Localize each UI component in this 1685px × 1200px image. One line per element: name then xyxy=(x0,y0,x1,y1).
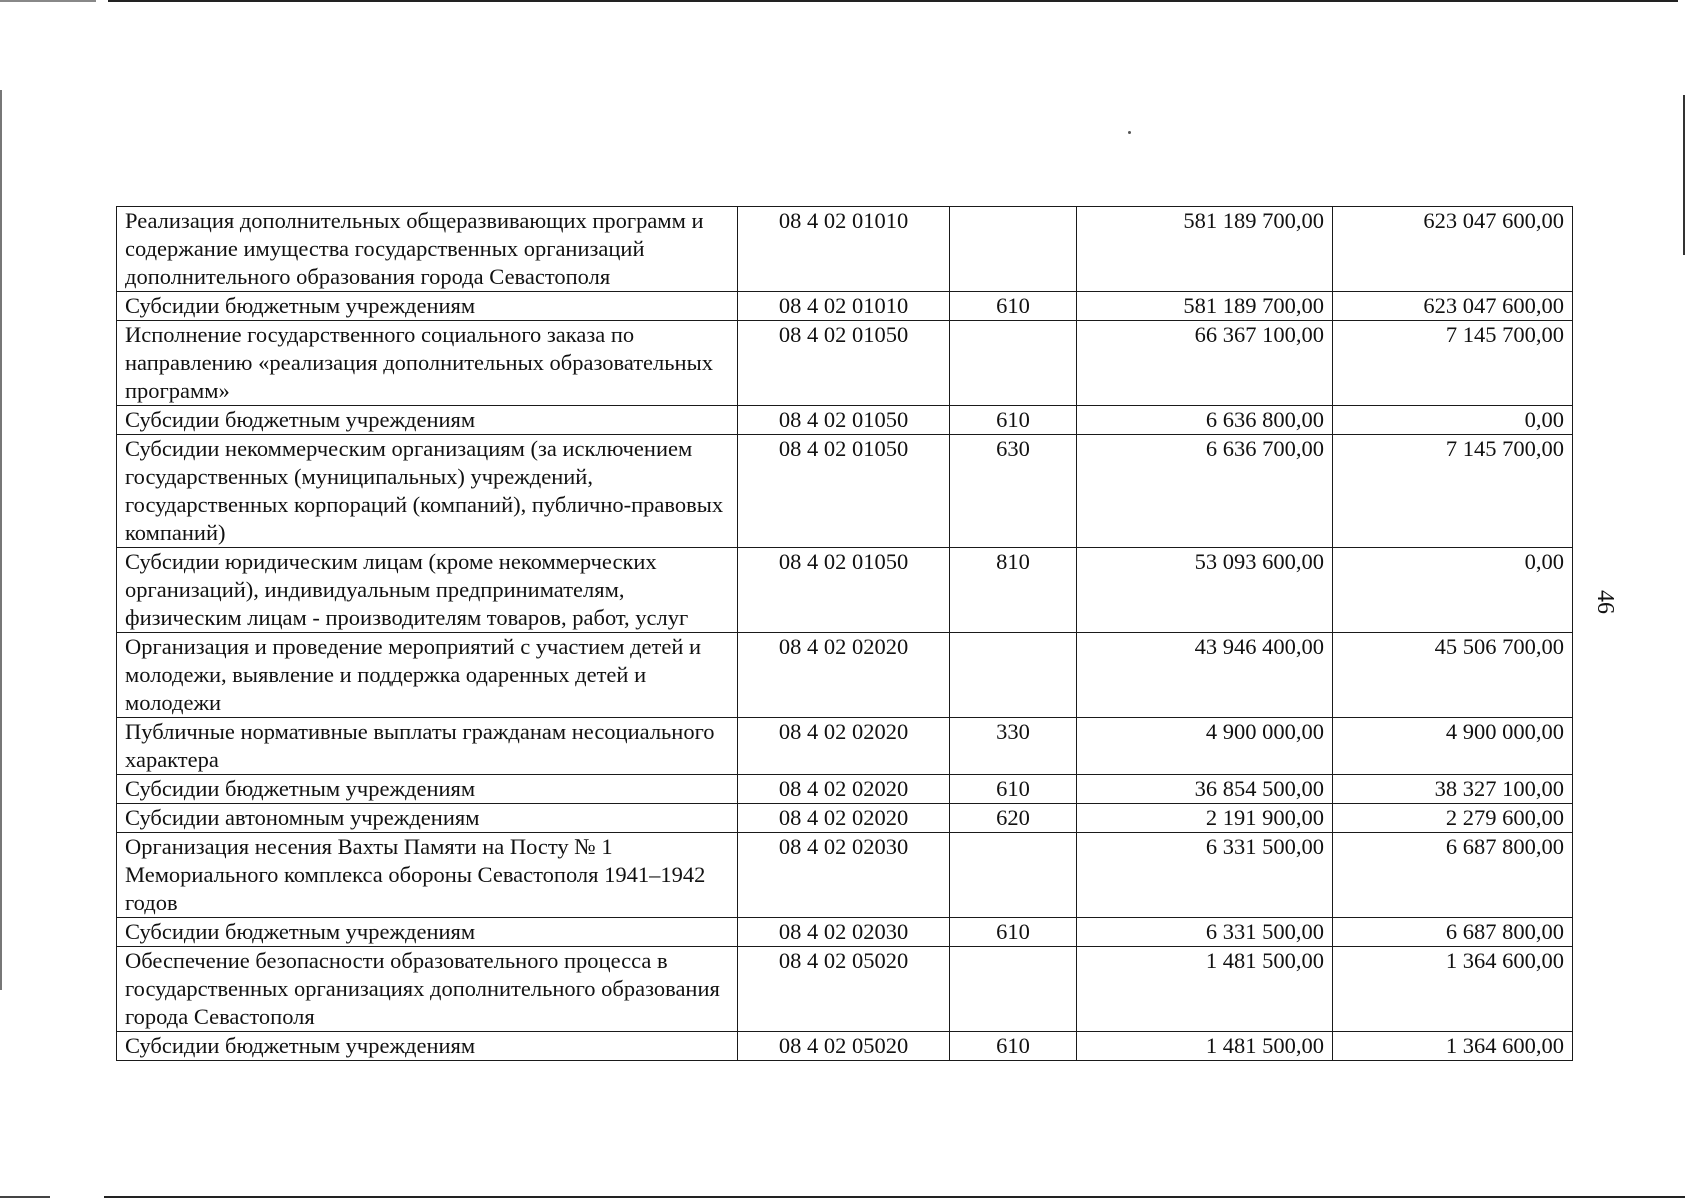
amount-year1-cell: 1 481 500,00 xyxy=(1077,1032,1333,1061)
table-row xyxy=(117,947,1573,1032)
amount-year1-cell: 1 481 500,00 xyxy=(1077,947,1333,1032)
amount-year2-cell: 6 687 800,00 xyxy=(1333,918,1573,947)
expense-name-cell: Организация и проведение мероприятий с участием детей и молодежи, выявление и поддержка одаренных детей и молодежи xyxy=(117,633,738,718)
amount-year2-cell: 0,00 xyxy=(1333,406,1573,435)
amount-year2-cell: 45 506 700,00 xyxy=(1333,633,1573,718)
amount-year2-cell: 6 687 800,00 xyxy=(1333,833,1573,918)
expense-type-cell xyxy=(950,207,1077,292)
expense-type-cell xyxy=(950,833,1077,918)
target-article-cell: 08 4 02 02030 xyxy=(738,833,950,918)
table-row xyxy=(117,435,1573,548)
expense-type-cell: 610 xyxy=(950,1032,1077,1061)
amount-year1-cell: 6 331 500,00 xyxy=(1077,918,1333,947)
amount-year1-cell: 6 331 500,00 xyxy=(1077,833,1333,918)
amount-year1-cell: 581 189 700,00 xyxy=(1077,292,1333,321)
target-article-cell: 08 4 02 02030 xyxy=(738,918,950,947)
scan-edge-bottom xyxy=(104,1196,1685,1198)
target-article-cell: 08 4 02 01050 xyxy=(738,435,950,548)
target-article-cell: 08 4 02 01010 xyxy=(738,207,950,292)
expense-type-cell: 610 xyxy=(950,406,1077,435)
target-article-cell: 08 4 02 05020 xyxy=(738,1032,950,1061)
table-row xyxy=(117,548,1573,633)
table-row xyxy=(117,633,1573,718)
expense-name-cell: Реализация дополнительных общеразвивающих программ и содержание имущества государственных организаций дополнительного образования города Севастополя xyxy=(117,207,738,292)
target-article-cell: 08 4 02 02020 xyxy=(738,718,950,775)
scan-speck xyxy=(1128,131,1131,134)
expense-type-cell xyxy=(950,633,1077,718)
expense-type-cell: 620 xyxy=(950,804,1077,833)
amount-year1-cell: 36 854 500,00 xyxy=(1077,775,1333,804)
table-row xyxy=(117,804,1573,833)
expense-type-cell xyxy=(950,321,1077,406)
amount-year1-cell: 4 900 000,00 xyxy=(1077,718,1333,775)
target-article-cell: 08 4 02 01010 xyxy=(738,292,950,321)
scan-edge-mark xyxy=(0,0,96,2)
amount-year2-cell: 7 145 700,00 xyxy=(1333,435,1573,548)
scan-edge-top xyxy=(108,0,1678,2)
amount-year1-cell: 6 636 800,00 xyxy=(1077,406,1333,435)
table-row xyxy=(117,918,1573,947)
table-row xyxy=(117,833,1573,918)
expense-type-cell: 610 xyxy=(950,918,1077,947)
table-row xyxy=(117,1032,1573,1061)
amount-year1-cell: 581 189 700,00 xyxy=(1077,207,1333,292)
amount-year2-cell: 1 364 600,00 xyxy=(1333,947,1573,1032)
amount-year1-cell: 2 191 900,00 xyxy=(1077,804,1333,833)
target-article-cell: 08 4 02 05020 xyxy=(738,947,950,1032)
expense-name-cell: Субсидии автономным учреждениям xyxy=(117,804,738,833)
expense-type-cell xyxy=(950,947,1077,1032)
amount-year2-cell: 4 900 000,00 xyxy=(1333,718,1573,775)
target-article-cell: 08 4 02 01050 xyxy=(738,321,950,406)
amount-year1-cell: 53 093 600,00 xyxy=(1077,548,1333,633)
expense-name-cell: Субсидии бюджетным учреждениям xyxy=(117,775,738,804)
amount-year2-cell: 0,00 xyxy=(1333,548,1573,633)
amount-year2-cell: 623 047 600,00 xyxy=(1333,207,1573,292)
target-article-cell: 08 4 02 02020 xyxy=(738,633,950,718)
amount-year2-cell: 38 327 100,00 xyxy=(1333,775,1573,804)
table-row xyxy=(117,718,1573,775)
expense-type-cell: 330 xyxy=(950,718,1077,775)
amount-year1-cell: 43 946 400,00 xyxy=(1077,633,1333,718)
table-row xyxy=(117,406,1573,435)
expense-type-cell: 630 xyxy=(950,435,1077,548)
expense-name-cell: Субсидии бюджетным учреждениям xyxy=(117,1032,738,1061)
amount-year2-cell: 7 145 700,00 xyxy=(1333,321,1573,406)
expense-name-cell: Субсидии юридическим лицам (кроме некоммерческих организаций), индивидуальным предпринимателям, физическим лицам - производителям товаров, работ, услуг xyxy=(117,548,738,633)
expense-name-cell: Исполнение государственного социального заказа по направлению «реализация дополнительных образовательных программ» xyxy=(117,321,738,406)
table-row xyxy=(117,207,1573,292)
expense-type-cell: 610 xyxy=(950,292,1077,321)
expense-name-cell: Субсидии бюджетным учреждениям xyxy=(117,918,738,947)
target-article-cell: 08 4 02 02020 xyxy=(738,775,950,804)
expense-name-cell: Субсидии некоммерческим организациям (за исключением государственных (муниципальных) учреждений, государственных корпораций (компаний), публично-правовых компаний) xyxy=(117,435,738,548)
target-article-cell: 08 4 02 01050 xyxy=(738,406,950,435)
expense-name-cell: Публичные нормативные выплаты гражданам несоциального характера xyxy=(117,718,738,775)
scan-edge-mark xyxy=(0,1196,50,1198)
expense-type-cell: 810 xyxy=(950,548,1077,633)
table-row xyxy=(117,775,1573,804)
page-number: 46 xyxy=(1592,590,1618,614)
scan-edge-left xyxy=(0,90,2,990)
expense-name-cell: Обеспечение безопасности образовательного процесса в государственных организациях дополнительного образования города Севастополя xyxy=(117,947,738,1032)
table-row xyxy=(117,292,1573,321)
target-article-cell: 08 4 02 01050 xyxy=(738,548,950,633)
expense-name-cell: Субсидии бюджетным учреждениям xyxy=(117,406,738,435)
amount-year1-cell: 66 367 100,00 xyxy=(1077,321,1333,406)
amount-year2-cell: 1 364 600,00 xyxy=(1333,1032,1573,1061)
budget-table xyxy=(116,206,1573,1061)
expense-type-cell: 610 xyxy=(950,775,1077,804)
amount-year2-cell: 2 279 600,00 xyxy=(1333,804,1573,833)
expense-name-cell: Организация несения Вахты Памяти на Посту № 1 Мемориального комплекса обороны Севастополя 1941–1942 годов xyxy=(117,833,738,918)
amount-year2-cell: 623 047 600,00 xyxy=(1333,292,1573,321)
expense-name-cell: Субсидии бюджетным учреждениям xyxy=(117,292,738,321)
table-row xyxy=(117,321,1573,406)
target-article-cell: 08 4 02 02020 xyxy=(738,804,950,833)
amount-year1-cell: 6 636 700,00 xyxy=(1077,435,1333,548)
